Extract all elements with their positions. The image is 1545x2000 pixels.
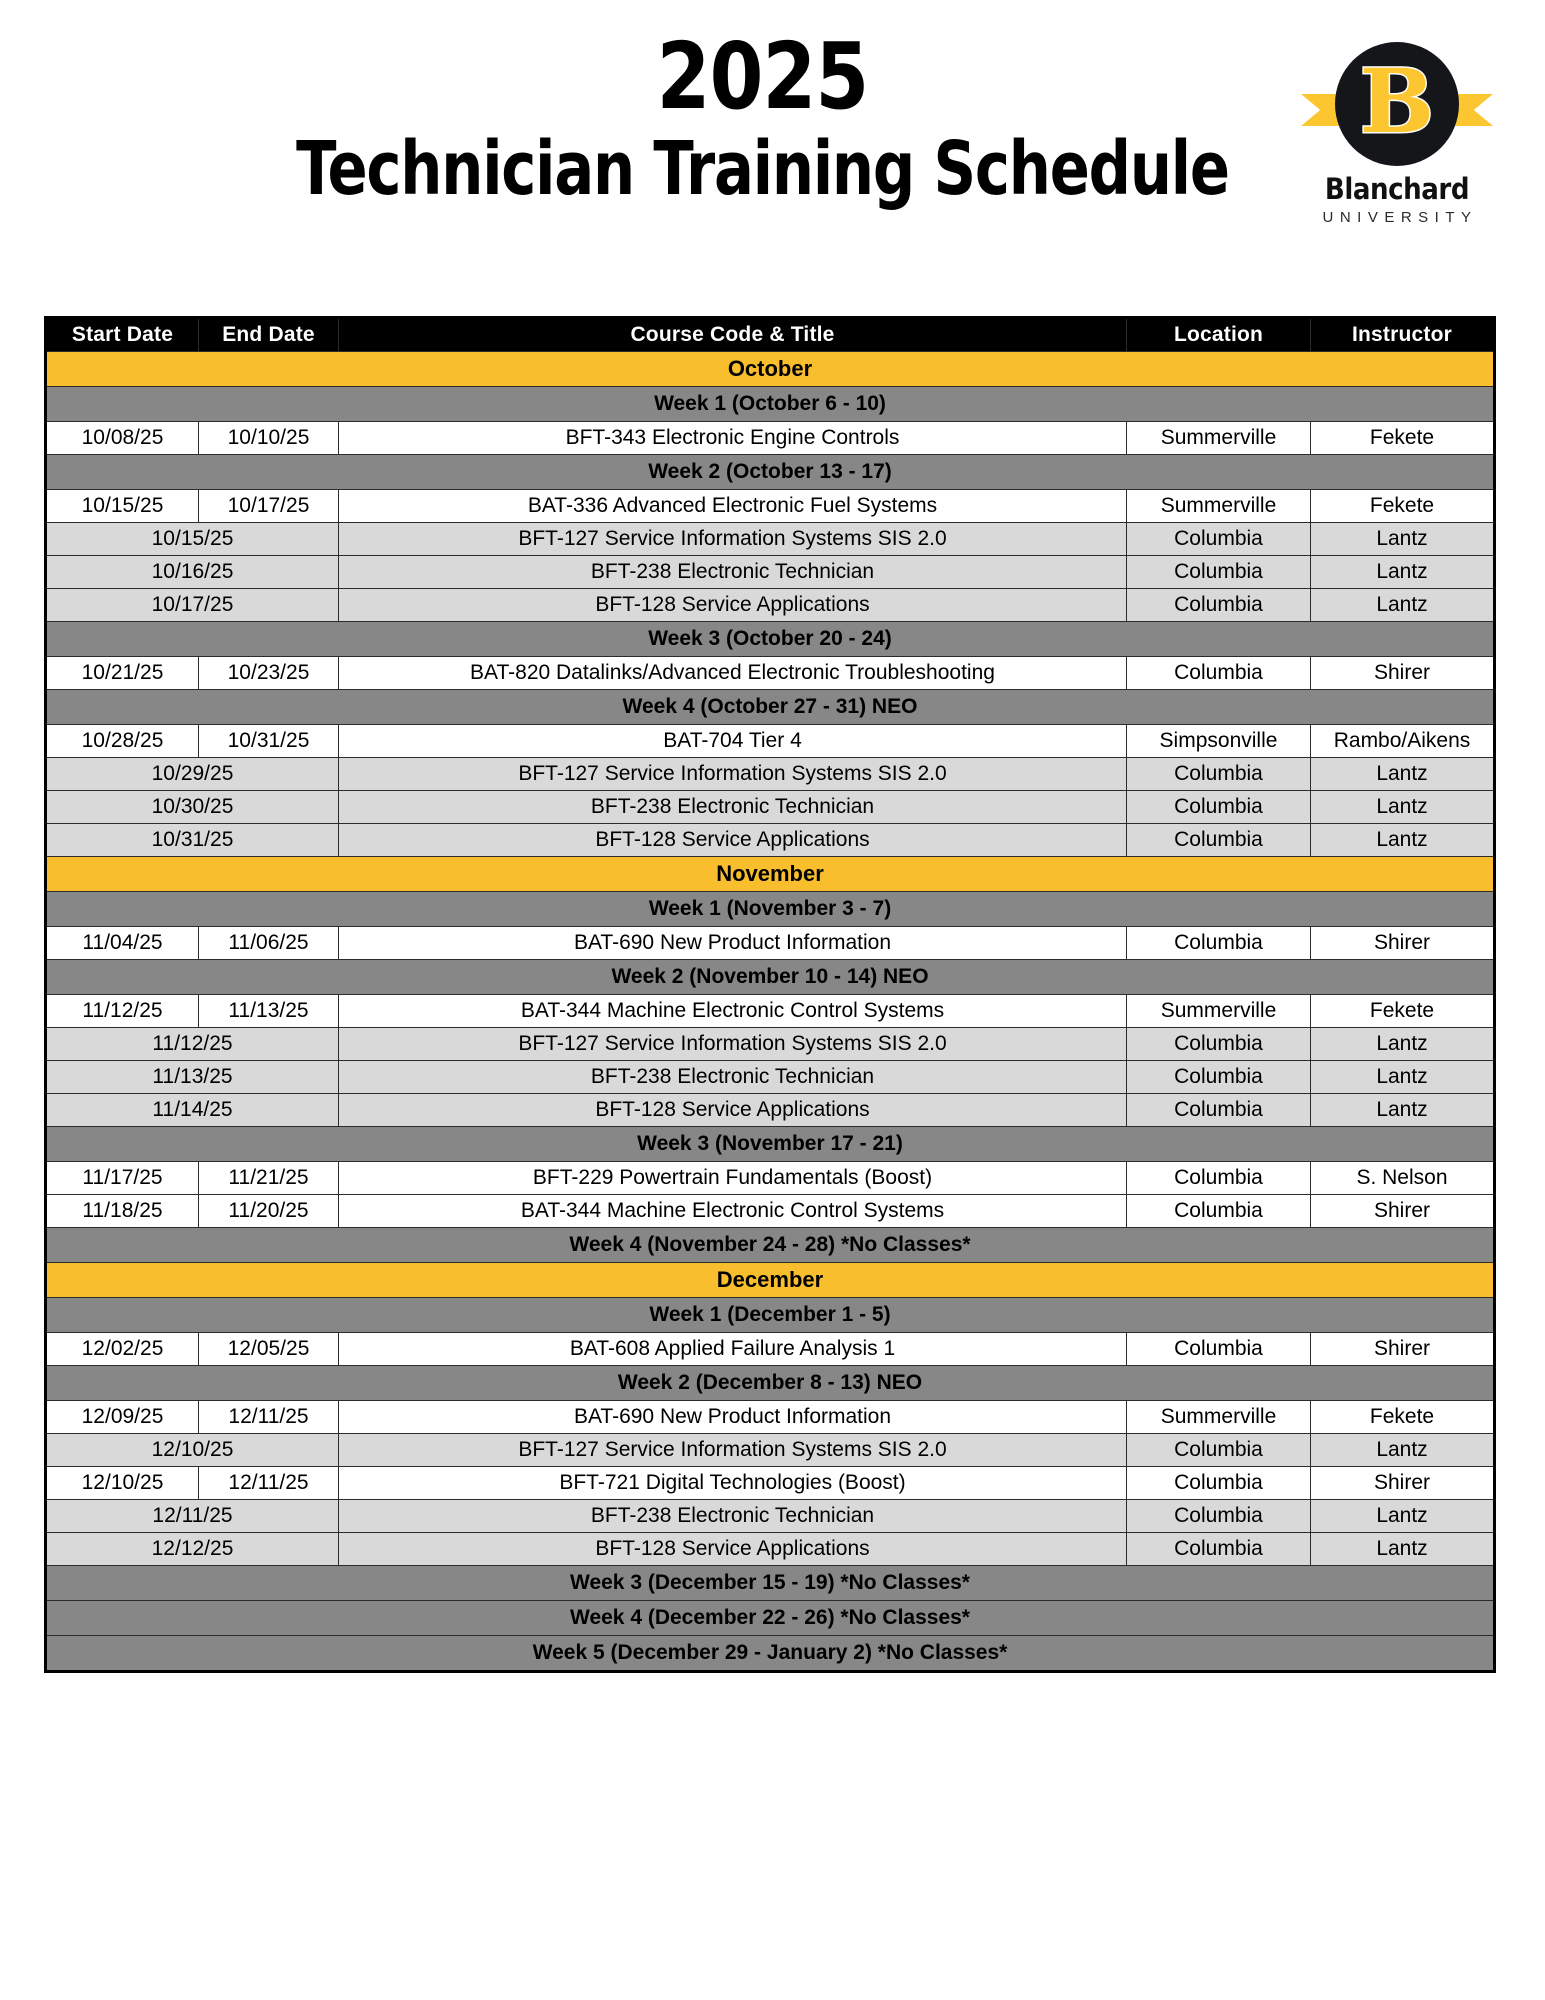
cell-start-date: 10/21/25 [46,657,199,690]
week-band-row [46,1366,1495,1401]
cell-course-title: BFT-127 Service Information Systems SIS 2.0 [339,1434,1127,1467]
cell-end-date: 11/20/25 [199,1195,339,1228]
cell-location: Columbia [1127,1028,1311,1061]
cell-date: 10/17/25 [46,589,339,622]
page-header [0,0,1545,230]
table-row [46,1467,1495,1500]
cell-start-date: 11/18/25 [46,1195,199,1228]
table-row [46,1401,1495,1434]
cell-instructor: Fekete [1311,422,1495,455]
cell-location: Columbia [1127,556,1311,589]
cell-date: 12/11/25 [46,1500,339,1533]
logo-circle-icon [1335,42,1459,166]
schedule-table-wrapper [44,316,1496,1673]
cell-instructor: Shirer [1311,1467,1495,1500]
cell-location: Columbia [1127,1467,1311,1500]
cell-end-date: 12/11/25 [199,1401,339,1434]
cell-instructor: Lantz [1311,791,1495,824]
table-row [46,589,1495,622]
cell-date: 10/29/25 [46,758,339,791]
cell-course-title: BAT-820 Datalinks/Advanced Electronic Troubleshooting [339,657,1127,690]
cell-instructor: Lantz [1311,824,1495,857]
cell-date: 10/30/25 [46,791,339,824]
week-band-row [46,690,1495,725]
cell-end-date: 10/17/25 [199,490,339,523]
table-row [46,1434,1495,1467]
cell-location: Summerville [1127,490,1311,523]
table-row [46,824,1495,857]
cell-location: Columbia [1127,1094,1311,1127]
cell-course-title: BAT-344 Machine Electronic Control Systems [339,1195,1127,1228]
table-row [46,556,1495,589]
cell-start-date: 12/09/25 [46,1401,199,1434]
cell-location: Columbia [1127,824,1311,857]
cell-course-title: BFT-229 Powertrain Fundamentals (Boost) [339,1162,1127,1195]
cell-start-date: 11/17/25 [46,1162,199,1195]
week-label: Week 2 (November 10 - 14) NEO [46,960,1495,995]
cell-instructor: Shirer [1311,927,1495,960]
cell-location: Columbia [1127,1333,1311,1366]
cell-course-title: BFT-343 Electronic Engine Controls [339,422,1127,455]
cell-start-date: 10/15/25 [46,490,199,523]
logo-monogram: B [1359,49,1435,153]
week-band-row [46,1298,1495,1333]
cell-course-title: BFT-128 Service Applications [339,589,1127,622]
cell-start-date: 11/04/25 [46,927,199,960]
cell-instructor: Fekete [1311,1401,1495,1434]
cell-end-date: 10/10/25 [199,422,339,455]
month-label: October [46,352,1495,387]
week-label: Week 2 (October 13 - 17) [46,455,1495,490]
cell-location: Columbia [1127,791,1311,824]
cell-end-date: 10/23/25 [199,657,339,690]
week-label: Week 2 (December 8 - 13) NEO [46,1366,1495,1401]
column-header-instructor: Instructor [1311,318,1495,352]
table-row [46,1028,1495,1061]
cell-instructor: Lantz [1311,1533,1495,1566]
week-label: Week 4 (November 24 - 28) *No Classes* [46,1228,1495,1263]
column-header-end-date: End Date [199,318,339,352]
cell-location: Summerville [1127,995,1311,1028]
cell-date: 10/15/25 [46,523,339,556]
cell-end-date: 10/31/25 [199,725,339,758]
month-label: November [46,857,1495,892]
cell-location: Columbia [1127,1434,1311,1467]
cell-instructor: Lantz [1311,1094,1495,1127]
table-header [46,318,1495,352]
week-label: Week 4 (December 22 - 26) *No Classes* [46,1601,1495,1636]
cell-location: Columbia [1127,657,1311,690]
month-label: December [46,1263,1495,1298]
cell-end-date: 11/06/25 [199,927,339,960]
cell-date: 11/13/25 [46,1061,339,1094]
table-row [46,1195,1495,1228]
table-header-row [46,318,1495,352]
cell-location: Columbia [1127,589,1311,622]
week-band-row [46,1636,1495,1672]
week-label: Week 3 (October 20 - 24) [46,622,1495,657]
cell-location: Columbia [1127,1195,1311,1228]
table-row [46,791,1495,824]
cell-end-date: 11/21/25 [199,1162,339,1195]
cell-end-date: 11/13/25 [199,995,339,1028]
cell-start-date: 10/08/25 [46,422,199,455]
cell-course-title: BAT-690 New Product Information [339,1401,1127,1434]
cell-location: Summerville [1127,422,1311,455]
cell-instructor: Lantz [1311,523,1495,556]
cell-date: 12/12/25 [46,1533,339,1566]
cell-instructor: Lantz [1311,1500,1495,1533]
cell-start-date: 10/28/25 [46,725,199,758]
week-band-row [46,960,1495,995]
cell-instructor: Fekete [1311,490,1495,523]
training-schedule-table [44,316,1496,1673]
cell-instructor: Lantz [1311,758,1495,791]
cell-location: Columbia [1127,523,1311,556]
week-band-row [46,1601,1495,1636]
week-band-row [46,387,1495,422]
table-row [46,725,1495,758]
cell-course-title: BFT-128 Service Applications [339,1094,1127,1127]
cell-start-date: 12/02/25 [46,1333,199,1366]
cell-location: Columbia [1127,927,1311,960]
cell-date: 11/12/25 [46,1028,339,1061]
column-header-start-date: Start Date [46,318,199,352]
cell-location: Columbia [1127,1533,1311,1566]
week-band-row [46,1228,1495,1263]
month-band-row [46,857,1495,892]
cell-location: Columbia [1127,1061,1311,1094]
table-row [46,422,1495,455]
cell-course-title: BAT-344 Machine Electronic Control Systems [339,995,1127,1028]
cell-course-title: BAT-690 New Product Information [339,927,1127,960]
cell-course-title: BFT-238 Electronic Technician [339,1500,1127,1533]
cell-end-date: 12/05/25 [199,1333,339,1366]
table-row [46,1533,1495,1566]
table-row [46,995,1495,1028]
cell-course-title: BFT-127 Service Information Systems SIS 2.0 [339,523,1127,556]
table-body [46,352,1495,1672]
cell-course-title: BAT-704 Tier 4 [339,725,1127,758]
cell-location: Columbia [1127,1162,1311,1195]
table-row [46,1061,1495,1094]
cell-date: 10/31/25 [46,824,339,857]
week-label: Week 4 (October 27 - 31) NEO [46,690,1495,725]
table-row [46,1162,1495,1195]
cell-course-title: BFT-238 Electronic Technician [339,556,1127,589]
page-title-year: 2025 [656,23,869,130]
logo-name: Blanchard [1324,172,1470,206]
cell-instructor: Shirer [1311,1333,1495,1366]
cell-location: Simpsonville [1127,725,1311,758]
column-header-location: Location [1127,318,1311,352]
column-header-course: Course Code & Title [339,318,1127,352]
cell-course-title: BFT-127 Service Information Systems SIS 2.0 [339,1028,1127,1061]
cell-location: Columbia [1127,758,1311,791]
cell-instructor: Shirer [1311,1195,1495,1228]
cell-end-date: 12/11/25 [199,1467,339,1500]
table-row [46,523,1495,556]
cell-course-title: BAT-336 Advanced Electronic Fuel Systems [339,490,1127,523]
table-row [46,1333,1495,1366]
cell-instructor: Lantz [1311,1434,1495,1467]
week-band-row [46,1127,1495,1162]
cell-instructor: Lantz [1311,589,1495,622]
cell-date: 12/10/25 [46,1434,339,1467]
table-row [46,490,1495,523]
week-label: Week 1 (December 1 - 5) [46,1298,1495,1333]
cell-location: Summerville [1127,1401,1311,1434]
cell-course-title: BFT-128 Service Applications [339,824,1127,857]
month-band-row [46,1263,1495,1298]
cell-start-date: 11/12/25 [46,995,199,1028]
cell-start-date: 12/10/25 [46,1467,199,1500]
blanchard-university-logo [1297,42,1497,226]
page-title: Technician Training Schedule [296,126,1229,213]
week-band-row [46,1566,1495,1601]
cell-instructor: Lantz [1311,1028,1495,1061]
cell-instructor: Lantz [1311,556,1495,589]
cell-instructor: Fekete [1311,995,1495,1028]
cell-date: 11/14/25 [46,1094,339,1127]
cell-instructor: Shirer [1311,657,1495,690]
cell-instructor: Rambo/Aikens [1311,725,1495,758]
week-label: Week 3 (November 17 - 21) [46,1127,1495,1162]
month-band-row [46,352,1495,387]
table-row [46,927,1495,960]
logo-subtitle: UNIVERSITY [1322,209,1478,226]
week-label: Week 5 (December 29 - January 2) *No Classes* [46,1636,1495,1672]
table-row [46,1500,1495,1533]
cell-course-title: BFT-128 Service Applications [339,1533,1127,1566]
cell-course-title: BAT-608 Applied Failure Analysis 1 [339,1333,1127,1366]
table-row [46,1094,1495,1127]
table-row [46,657,1495,690]
cell-instructor: S. Nelson [1311,1162,1495,1195]
week-label: Week 1 (November 3 - 7) [46,892,1495,927]
week-label: Week 1 (October 6 - 10) [46,387,1495,422]
cell-course-title: BFT-721 Digital Technologies (Boost) [339,1467,1127,1500]
cell-course-title: BFT-238 Electronic Technician [339,791,1127,824]
table-row [46,758,1495,791]
cell-date: 10/16/25 [46,556,339,589]
cell-instructor: Lantz [1311,1061,1495,1094]
week-band-row [46,622,1495,657]
week-label: Week 3 (December 15 - 19) *No Classes* [46,1566,1495,1601]
cell-course-title: BFT-127 Service Information Systems SIS 2.0 [339,758,1127,791]
cell-course-title: BFT-238 Electronic Technician [339,1061,1127,1094]
cell-location: Columbia [1127,1500,1311,1533]
week-band-row [46,892,1495,927]
week-band-row [46,455,1495,490]
logo-mark [1297,42,1497,170]
